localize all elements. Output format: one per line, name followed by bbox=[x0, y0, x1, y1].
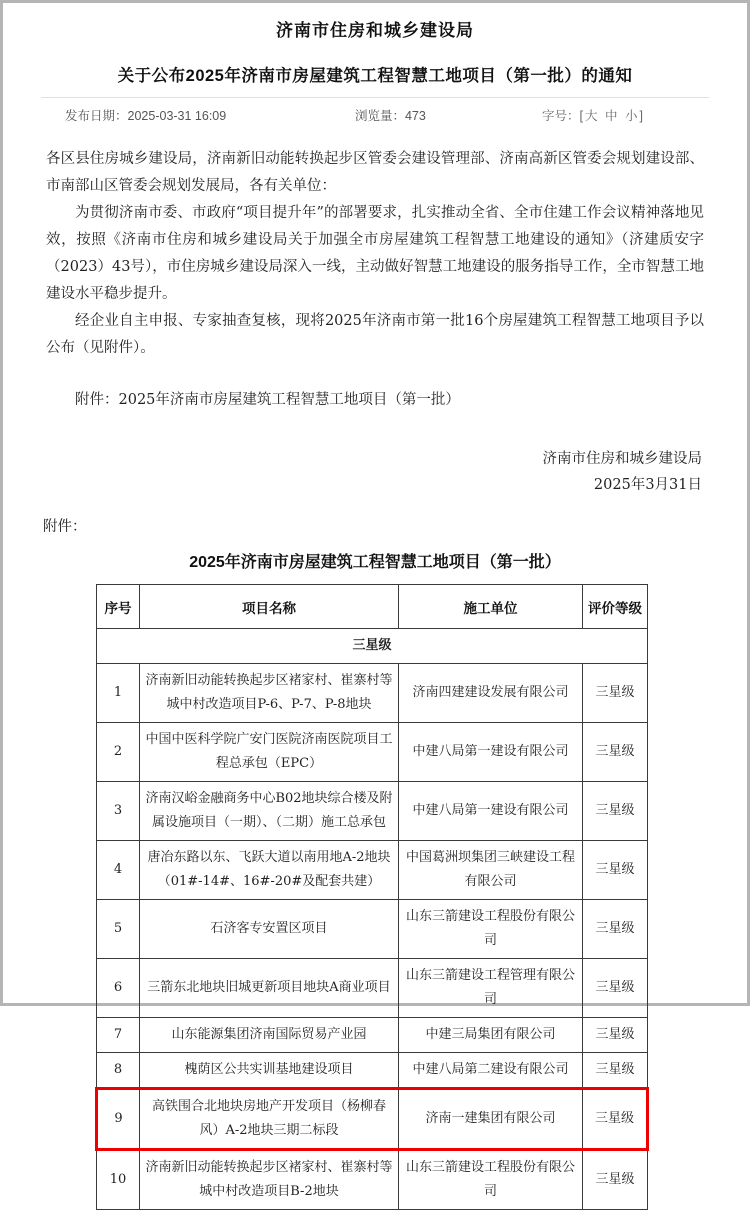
header-project-name: 项目名称 bbox=[140, 585, 399, 629]
projects-table bbox=[95, 584, 649, 1210]
row-no: 8 bbox=[97, 1053, 140, 1089]
rating-value: 三星级 bbox=[583, 782, 648, 841]
org-title: 济南市住房和城乡建设局 bbox=[276, 21, 474, 40]
fontsize-option-large[interactable]: 大 bbox=[585, 109, 598, 123]
document-body bbox=[46, 146, 704, 414]
attachment-title: 2025年济南市房屋建筑工程智慧工地项目（第一批） bbox=[189, 554, 561, 571]
paragraph-recipients: 各区县住房城乡建设局，济南新旧动能转换起步区管委会建设管理部、济南高新区管委会规划建设部、市南部山区管委会规划发展局，各有关单位： bbox=[46, 151, 704, 194]
signature-org: 济南市住房和城乡建设局 bbox=[542, 451, 702, 467]
row-no: 6 bbox=[97, 959, 140, 1018]
fontsize-option-medium[interactable]: 中 bbox=[605, 109, 618, 123]
company-name: 中建八局第二建设有限公司 bbox=[399, 1053, 583, 1089]
header-rating: 评价等级 bbox=[583, 585, 648, 629]
rating-value: 三星级 bbox=[583, 1053, 648, 1089]
rating-value: 三星级 bbox=[583, 959, 648, 1018]
table-row bbox=[97, 900, 648, 959]
table-row bbox=[97, 1053, 648, 1089]
table-row bbox=[97, 841, 648, 900]
paragraph-announcement: 经企业自主申报、专家抽查复核，现将2025年济南市第一批16个房屋建筑工程智慧工地项目予以公布（见附件）。 bbox=[46, 313, 704, 356]
publish-date-value: 2025-03-31 16:09 bbox=[127, 109, 227, 123]
view-count-value: 473 bbox=[404, 109, 426, 123]
fontsize-option-small[interactable]: 小 bbox=[625, 109, 638, 123]
publish-date bbox=[65, 106, 226, 124]
row-no: 9 bbox=[97, 1089, 140, 1150]
rating-value: 三星级 bbox=[583, 1150, 648, 1210]
rating-value: 三星级 bbox=[583, 1089, 648, 1150]
fontsize-bracket-close: ] bbox=[639, 109, 643, 123]
row-no: 3 bbox=[97, 782, 140, 841]
rating-value: 三星级 bbox=[583, 664, 648, 723]
view-count-label: 浏览量： bbox=[354, 109, 405, 123]
rating-value: 三星级 bbox=[583, 723, 648, 782]
rating-value: 三星级 bbox=[583, 1018, 648, 1053]
company-name: 山东三箭建设工程股份有限公司 bbox=[399, 1150, 583, 1210]
row-no: 5 bbox=[97, 900, 140, 959]
table-row-highlighted bbox=[97, 1089, 648, 1150]
company-name: 山东三箭建设工程股份有限公司 bbox=[399, 900, 583, 959]
signature-block bbox=[3, 446, 702, 498]
header-company: 施工单位 bbox=[399, 585, 583, 629]
company-name: 济南一建集团有限公司 bbox=[399, 1089, 583, 1150]
paragraph-background: 为贯彻济南市委、市政府“项目提升年”的部署要求，扎实推动全省、全市住建工作会议精神落地见效，按照《济南市住房和城乡建设局关于加强全市房屋建筑工程智慧工地建设的通知》（济建质安字（2023）43号），市住房城乡建设局深入一线，主动做好智慧工地建设的服务指导工作，全市智慧工地建设水平稳步提升。 bbox=[46, 205, 704, 302]
publish-date-label: 发布日期： bbox=[65, 109, 128, 123]
row-no: 1 bbox=[97, 664, 140, 723]
attachment-label: 附件： bbox=[43, 519, 87, 535]
table-row bbox=[97, 723, 648, 782]
project-name: 济南新旧动能转换起步区褚家村、崔寨村等城中村改造项目B-2地块 bbox=[140, 1150, 399, 1210]
project-name: 济南新旧动能转换起步区褚家村、崔寨村等城中村改造项目P-6、P-7、P-8地块 bbox=[140, 664, 399, 723]
section-label: 三星级 bbox=[97, 629, 648, 664]
header-no: 序号 bbox=[97, 585, 140, 629]
meta-bar bbox=[41, 97, 709, 125]
company-name: 山东三箭建设工程管理有限公司 bbox=[399, 959, 583, 1018]
company-name: 中建八局第一建设有限公司 bbox=[399, 782, 583, 841]
project-name: 三箭东北地块旧城更新项目地块A商业项目 bbox=[140, 959, 399, 1018]
project-name: 高铁围合北地块房地产开发项目（杨柳春风）A-2地块三期二标段 bbox=[140, 1089, 399, 1150]
signature-date: 2025年3月31日 bbox=[593, 477, 702, 493]
project-name: 济南汉峪金融商务中心B02地块综合楼及附属设施项目（一期）、（二期）施工总承包 bbox=[140, 782, 399, 841]
table-row bbox=[97, 782, 648, 841]
project-name: 唐冶东路以东、飞跃大道以南用地A-2地块（01#-14#、16#-20#及配套共建） bbox=[140, 841, 399, 900]
view-count bbox=[355, 106, 426, 124]
rating-value: 三星级 bbox=[583, 841, 648, 900]
row-no: 4 bbox=[97, 841, 140, 900]
company-name: 中建八局第一建设有限公司 bbox=[399, 723, 583, 782]
row-no: 2 bbox=[97, 723, 140, 782]
company-name: 济南四建建设发展有限公司 bbox=[399, 664, 583, 723]
row-no: 10 bbox=[97, 1150, 140, 1210]
project-name: 槐荫区公共实训基地建设项目 bbox=[140, 1053, 399, 1089]
notice-title: 关于公布2025年济南市房屋建筑工程智慧工地项目（第一批）的通知 bbox=[117, 67, 633, 85]
table-row bbox=[97, 664, 648, 723]
section-row bbox=[97, 629, 648, 664]
project-name: 山东能源集团济南国际贸易产业园 bbox=[140, 1018, 399, 1053]
attachment-ref: 附件：2025年济南市房屋建筑工程智慧工地项目（第一批） bbox=[75, 392, 460, 408]
company-name: 中国葛洲坝集团三峡建设工程有限公司 bbox=[399, 841, 583, 900]
table-row bbox=[97, 959, 648, 1018]
table-row bbox=[97, 1018, 648, 1053]
table-header-row bbox=[97, 585, 648, 629]
fontsize-label: 字号： bbox=[542, 109, 580, 123]
fontsize-bracket-open: [ bbox=[579, 109, 583, 123]
rating-value: 三星级 bbox=[583, 900, 648, 959]
fontsize-control bbox=[542, 106, 643, 124]
row-no: 7 bbox=[97, 1018, 140, 1053]
project-name: 中国中医科学院广安门医院济南医院项目工程总承包（EPC） bbox=[140, 723, 399, 782]
table-row bbox=[97, 1150, 648, 1210]
company-name: 中建三局集团有限公司 bbox=[399, 1018, 583, 1053]
project-name: 石济客专安置区项目 bbox=[140, 900, 399, 959]
